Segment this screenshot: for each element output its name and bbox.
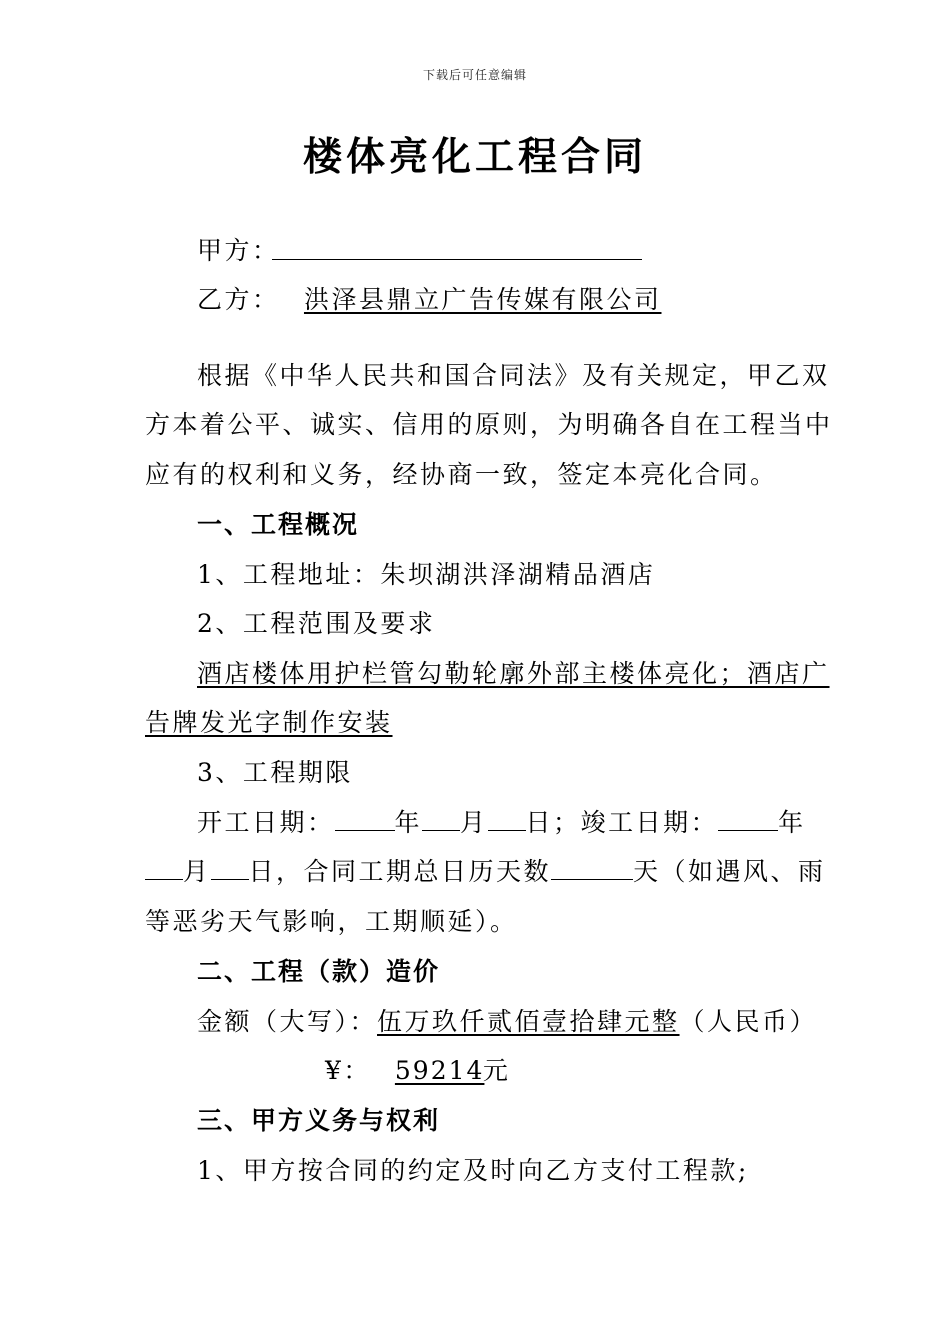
- party-b-row: [197, 287, 660, 312]
- party-a-label: 甲方：: [197, 236, 280, 265]
- start-month-blank: [422, 829, 460, 831]
- project-address: 1、工程地址：朱坝湖洪泽湖精品酒店: [197, 560, 656, 589]
- day-label: 日；: [525, 808, 581, 837]
- intro-line-1: 根据《中华人民共和国合同法》及有关规定，甲乙双: [197, 361, 830, 390]
- end-date-label: 竣工日期：: [580, 808, 719, 837]
- amount-in-words: 伍万玖仟贰佰壹拾肆元整: [377, 1007, 680, 1036]
- amount-label: 金额（大写）：: [197, 1007, 378, 1036]
- amount-number-row: [325, 1058, 510, 1083]
- end-month-blank: [145, 878, 183, 880]
- day-label-2: 日，: [248, 857, 304, 886]
- project-scope-line-1: 酒店楼体用护栏管勾勒轮廓外部主楼体亮化；酒店广: [197, 659, 830, 688]
- party-a-row: [197, 238, 280, 263]
- yuan-label: 元: [482, 1056, 511, 1085]
- month-label: 月: [460, 808, 488, 837]
- document-title: 楼体亮化工程合同: [302, 135, 647, 180]
- intro-line-3: 应有的权利和义务，经协商一致，签定本亮化合同。: [145, 460, 778, 489]
- project-scope-heading: 2、工程范围及要求: [197, 609, 436, 638]
- currency-note: （人民币）: [679, 1007, 818, 1036]
- party-a-obligation-1: 1、甲方按合同的约定及时向乙方支付工程款;: [197, 1156, 749, 1185]
- start-date-label: 开工日期：: [197, 808, 335, 837]
- month-label-2: 月: [183, 857, 211, 886]
- project-period-heading: 3、工程期限: [197, 758, 353, 787]
- end-date-row: [145, 859, 826, 884]
- end-day-blank: [211, 878, 249, 880]
- year-label: 年: [394, 808, 423, 837]
- start-year-blank: [335, 829, 395, 831]
- section-1-heading: 一、工程概况: [197, 510, 360, 539]
- start-day-blank: [488, 829, 526, 831]
- party-b-label: 乙方：: [197, 285, 280, 314]
- total-days-blank: [551, 878, 633, 880]
- section-3-heading: 三、甲方义务与权利: [197, 1106, 441, 1135]
- start-end-date-row: [197, 810, 806, 835]
- amount-words-row: [197, 1009, 817, 1034]
- section-2-heading: 二、工程（款）造价: [197, 957, 441, 986]
- intro-line-2: 方本着公平、诚实、信用的原则，为明确各自在工程当中: [145, 410, 833, 439]
- days-note: 天（如遇风、雨: [633, 857, 826, 886]
- project-scope-line-2: 告牌发光字制作安装: [145, 708, 393, 737]
- amount-number: 59214: [394, 1056, 485, 1085]
- year-label-2: 年: [778, 808, 806, 837]
- weather-note: 等恶劣天气影响，工期顺延）。: [145, 907, 518, 936]
- end-year-blank: [718, 829, 778, 831]
- yen-label: ¥：: [325, 1056, 371, 1085]
- party-b-value: 洪泽县鼎立广告传媒有限公司: [303, 285, 662, 314]
- total-days-label: 合同工期总日历天数: [303, 857, 552, 886]
- party-a-blank: [272, 259, 642, 260]
- page-header: 下载后可任意编辑: [422, 68, 527, 82]
